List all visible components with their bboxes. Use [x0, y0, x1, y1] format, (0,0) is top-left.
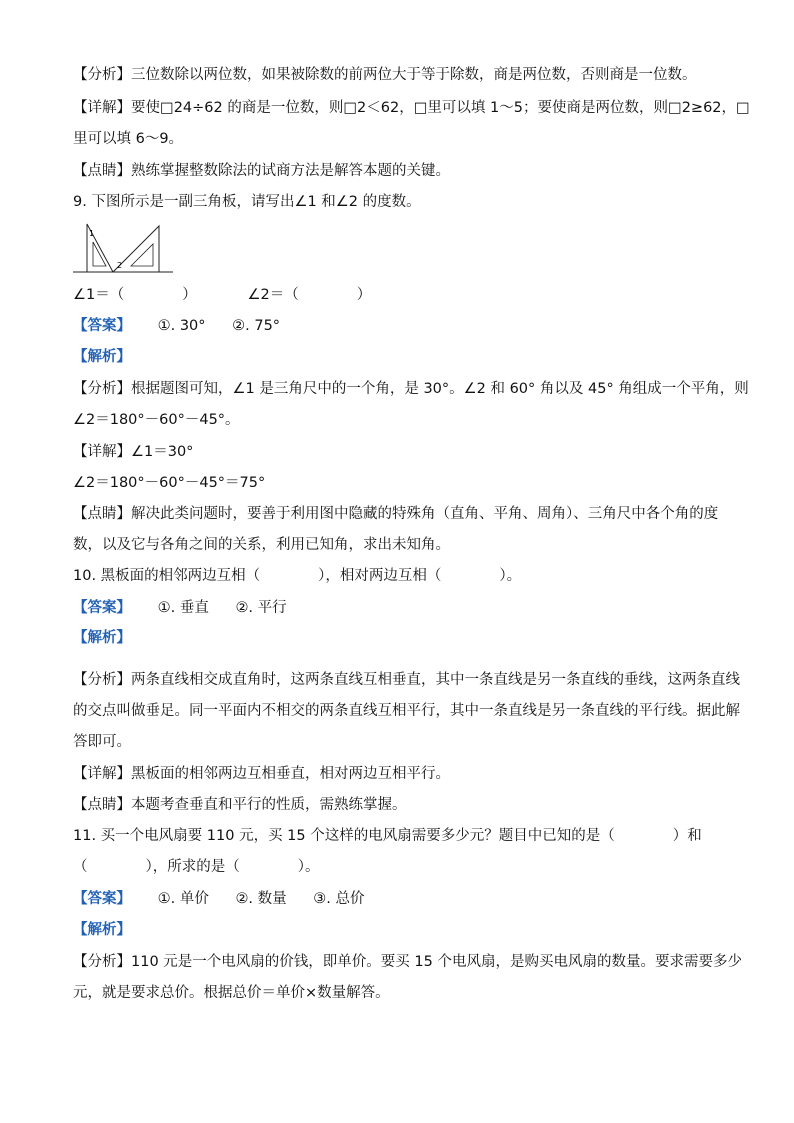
- text-line: 答即可。: [73, 734, 131, 750]
- answer-item: ②. 75°: [232, 318, 281, 334]
- answer-label: 【答案】: [73, 891, 131, 907]
- jiexi-label: 【解析】: [73, 922, 131, 938]
- answer-item: ②. 平行: [235, 600, 287, 616]
- answer-item: ①. 垂直: [157, 600, 209, 616]
- text-line: 【点睛】熟练掌握整数除法的试商方法是解答本题的关键。: [73, 163, 450, 179]
- text-line: 数，以及它与各角之间的关系，利用已知角，求出未知角。: [73, 537, 450, 553]
- text-line: 【分析】两条直线相交成直角时，这两条直线互相垂直，其中一条直线是另一条直线的垂线，这两条直线: [73, 672, 740, 688]
- answer-q11: [73, 889, 364, 909]
- text-line: （ ），所求的是（ ）。: [73, 859, 320, 875]
- jiexi-label: 【解析】: [73, 349, 131, 365]
- text-line: 元，就是要求总价。根据总价＝单价×数量解答。: [73, 985, 390, 1001]
- text-line: 里可以填 6～9。: [73, 131, 184, 147]
- text-line: 的交点叫做垂足。同一平面内不相交的两条直线互相平行，其中一条直线是另一条直线的平行线。据此解: [73, 703, 740, 719]
- answer-q10: [73, 598, 287, 618]
- text-line: 【分析】根据题图可知，∠1 是三角尺中的一个角，是 30°。∠2 和 60° 角以及 45° 角组成一个平角，则: [73, 381, 749, 397]
- text-line: 【详解】黑板面的相邻两边互相垂直，相对两边互相平行。: [73, 766, 450, 782]
- text-line: 【分析】110 元是一个电风扇的价钱，即单价。要买 15 个电风扇，是购买电风扇的数量。要求需要多少: [73, 954, 742, 970]
- text-line: ∠2＝180°－60°－45°＝75°: [73, 475, 266, 491]
- text-line: 【点睛】本题考查垂直和平行的性质，需熟练掌握。: [73, 797, 407, 813]
- text-line: 【分析】三位数除以两位数，如果被除数的前两位大于等于除数，商是两位数，否则商是一位数。: [73, 67, 697, 83]
- text-line: 【详解】要使□24÷62 的商是一位数，则□2＜62，□里可以填 1～5；要使商是两位数，则□2≥62，□: [73, 100, 750, 116]
- answer-item: ③. 总价: [313, 891, 365, 907]
- text-line: ∠2＝180°－60°－45°。: [73, 412, 240, 428]
- angle-1-label: 1: [89, 229, 95, 238]
- answer-item: ②. 数量: [235, 891, 287, 907]
- answer-label: 【答案】: [73, 318, 131, 334]
- angle-2-label: 2: [117, 261, 123, 270]
- answer-q9: [73, 316, 280, 336]
- question-10: 10. 黑板面的相邻两边互相（ ），相对两边互相（ ）。: [73, 568, 522, 584]
- question-11: 11. 买一个电风扇要 110 元，买 15 个这样的电风扇需要多少元？题目中已知的是（ ）和: [73, 828, 702, 844]
- answer-label: 【答案】: [73, 600, 131, 616]
- answer-item: ①. 30°: [157, 318, 206, 334]
- question-9: 9. 下图所示是一副三角板，请写出∠1 和∠2 的度数。: [73, 194, 421, 210]
- blank-line-q9: ∠1＝（ ） ∠2＝（ ）: [73, 287, 372, 303]
- jiexi-label: 【解析】: [73, 630, 131, 646]
- triangle-rulers-figure: [73, 220, 173, 276]
- answer-item: ①. 单价: [157, 891, 209, 907]
- text-line: 【点睛】解决此类问题时，要善于利用图中隐藏的特殊角（直角、平角、周角）、三角尺中各个角的度: [73, 506, 719, 522]
- text-line: 【详解】∠1＝30°: [73, 444, 194, 460]
